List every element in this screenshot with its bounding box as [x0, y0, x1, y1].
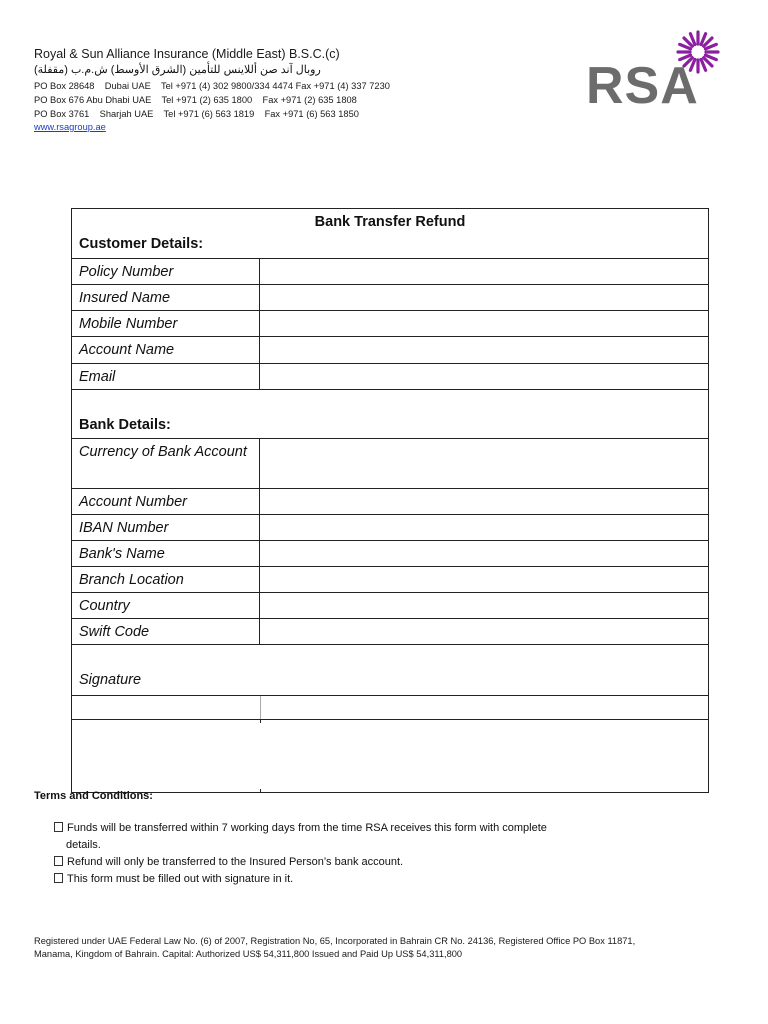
form-row-branch — [72, 567, 708, 593]
account-number-field[interactable] — [260, 489, 708, 514]
company-name-arabic: روبال آند صن أللاينس للتأمين (الشرق الأوسط) ش.م.ب (مقفلة) — [34, 64, 321, 76]
field-label: Swift Code — [72, 619, 260, 644]
field-label: Country — [72, 593, 260, 618]
field-label: Policy Number — [72, 259, 260, 284]
form-row-iban — [72, 515, 708, 541]
country-field[interactable] — [260, 593, 708, 618]
address-abu-dhabi: PO Box 676 Abu Dhabi UAE Tel +971 (2) 635 1800 Fax +971 (2) 635 1808 — [34, 95, 357, 105]
list-item: Refund will only be transferred to the Insured Person’s bank account. — [54, 854, 674, 871]
branch-location-field[interactable] — [260, 567, 708, 592]
bank-transfer-form — [71, 208, 709, 793]
field-label: IBAN Number — [72, 515, 260, 540]
form-row-country — [72, 593, 708, 619]
form-row-swift — [72, 619, 708, 645]
field-label: Mobile Number — [72, 311, 260, 336]
form-row-currency — [72, 439, 708, 489]
form-row-insured-name — [72, 285, 708, 311]
mobile-number-field[interactable] — [260, 311, 708, 336]
form-row-mobile-number — [72, 311, 708, 337]
signature-field[interactable] — [72, 696, 708, 720]
checkbox-icon — [54, 873, 63, 883]
terms-title: Terms and Conditions: — [34, 790, 153, 802]
form-row-account-name — [72, 337, 708, 364]
rsa-logo — [586, 28, 732, 115]
signature-label: Signature — [72, 645, 708, 696]
bank-name-field[interactable] — [260, 541, 708, 566]
website-link[interactable]: www.rsagroup.ae — [34, 122, 106, 132]
letterhead — [34, 47, 454, 134]
currency-field[interactable] — [260, 439, 708, 488]
form-row-account-number — [72, 489, 708, 515]
signature-box[interactable] — [72, 720, 708, 793]
list-item: Funds will be transferred within 7 working days from the time RSA receives this form with complete details. — [54, 820, 674, 854]
terms-section — [34, 790, 674, 888]
field-label: Branch Location — [72, 567, 260, 592]
form-title: Bank Transfer Refund — [314, 214, 466, 230]
registration-footer — [34, 935, 734, 961]
form-row-bank-name — [72, 541, 708, 567]
bank-details-heading: Bank Details: — [72, 390, 708, 439]
checkbox-icon — [54, 856, 63, 866]
field-label: Account Number — [72, 489, 260, 514]
iban-field[interactable] — [260, 515, 708, 540]
footer-line: Manama, Kingdom of Bahrain. Capital: Authorized US$ 54,311,800 Issued and Paid Up US$ 54,311,800 — [34, 949, 463, 959]
customer-details-heading: Customer Details: — [72, 234, 708, 259]
field-label: Email — [72, 364, 260, 389]
terms-list — [34, 820, 674, 888]
address-sharjah: PO Box 3761 Sharjah UAE Tel +971 (6) 563 1819 Fax +971 (6) 563 1850 — [34, 109, 359, 119]
address-dubai: PO Box 28648 Dubai UAE Tel +971 (4) 302 9800/334 4474 Fax +971 (4) 337 7230 — [34, 81, 390, 91]
field-label: Currency of Bank Account — [72, 439, 260, 488]
form-row-policy-number — [72, 259, 708, 285]
checkbox-icon — [54, 822, 63, 832]
email-field[interactable] — [260, 364, 708, 389]
form-row-email — [72, 364, 708, 390]
insured-name-field[interactable] — [260, 285, 708, 310]
footer-line: Registered under UAE Federal Law No. (6) of 2007, Registration No, 65, Incorporated in Bahrain CR No. 24136, Registered Office PO Box 11871, — [34, 936, 636, 946]
rsa-logo-text: RSA — [586, 57, 699, 115]
list-item: This form must be filled out with signature in it. — [54, 871, 674, 888]
company-name: Royal & Sun Alliance Insurance (Middle East) B.S.C.(c) — [34, 47, 340, 61]
field-label: Bank's Name — [72, 541, 260, 566]
swift-code-field[interactable] — [260, 619, 708, 644]
account-name-field[interactable] — [260, 337, 708, 363]
field-label: Insured Name — [72, 285, 260, 310]
field-label: Account Name — [72, 337, 260, 363]
policy-number-field[interactable] — [260, 259, 708, 284]
